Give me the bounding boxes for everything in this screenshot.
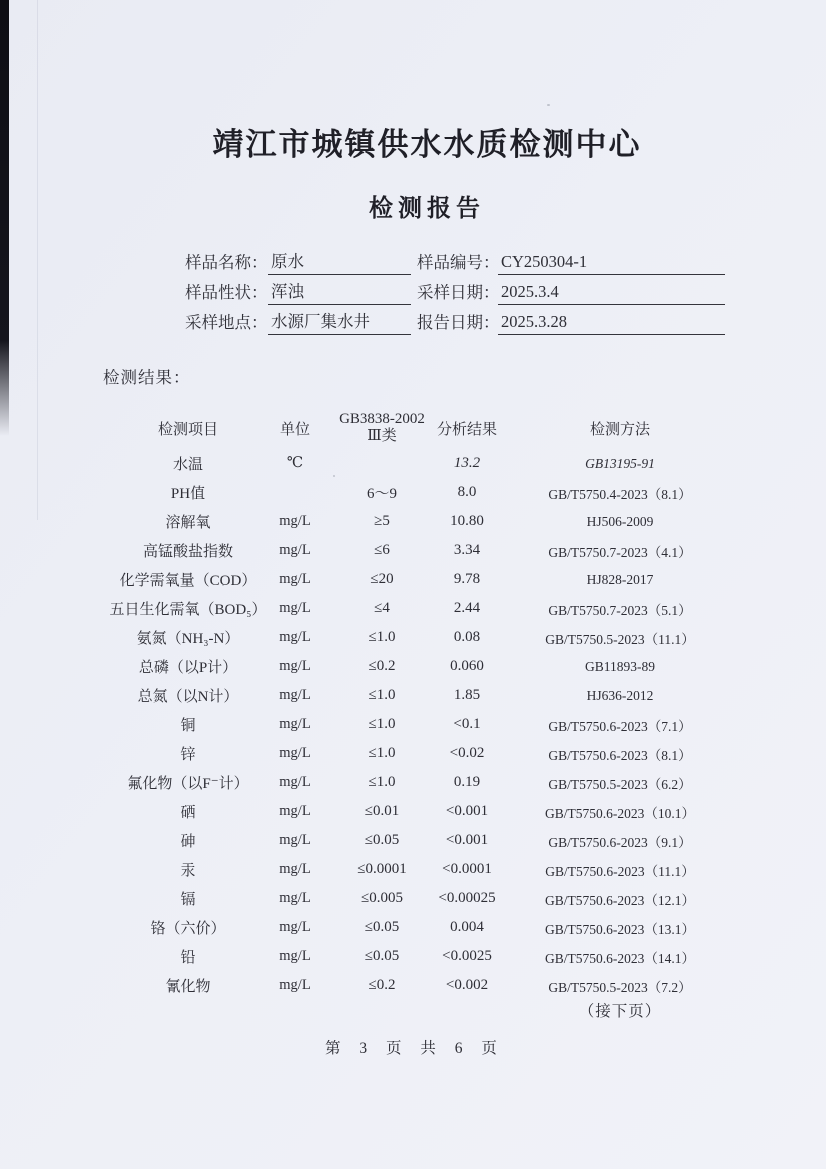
table-row	[130, 710, 726, 739]
cell-method: GB13195-91	[585, 455, 655, 471]
cell-limit: ≤1.0	[368, 716, 396, 732]
cell-limit	[344, 449, 420, 478]
cell-result: 0.19	[453, 774, 481, 790]
cell-unit: mg/L	[279, 890, 311, 906]
table-row	[130, 623, 726, 652]
cell-item: 总磷（以P计）	[138, 660, 238, 676]
cell-unit: mg/L	[279, 716, 311, 732]
header-method: 检测方法	[589, 421, 650, 438]
cell-result: <0.0001	[442, 861, 492, 877]
cell-method: GB/T5750.5-2023（7.2）	[548, 979, 692, 995]
cell-unit: mg/L	[279, 919, 311, 935]
cell-result: <0.0025	[442, 948, 492, 964]
page-footer: 第 3 页 共 6 页	[325, 1040, 501, 1057]
cell-item: 五日生化需氧（BOD₅）	[109, 602, 267, 618]
cell-method: GB/T5750.6-2023（10.1）	[545, 805, 695, 821]
cell-result: 13.2	[453, 455, 481, 471]
cell-item: 氟化物（以F⁻计）	[127, 776, 249, 792]
cell-method: GB/T5750.6-2023（14.1）	[545, 950, 695, 966]
sample-info-row	[185, 305, 725, 335]
cell-limit: ≤1.0	[368, 687, 396, 703]
cell-result: <0.001	[445, 803, 489, 819]
table-row	[130, 913, 726, 942]
cell-item: 锌	[180, 747, 196, 763]
cell-limit: ≤4	[374, 600, 390, 616]
cell-limit: ≤0.2	[368, 977, 396, 993]
header-result: 分析结果	[436, 421, 497, 438]
cell-item: 铬（六价）	[150, 921, 226, 937]
sample-info-row	[185, 275, 725, 305]
table-row	[130, 478, 726, 507]
table-row	[119, 565, 726, 594]
cell-unit: ℃	[286, 455, 304, 471]
cell-limit: ≤0.05	[364, 832, 400, 848]
table-row	[130, 797, 726, 826]
cell-limit: ≤1.0	[368, 774, 396, 790]
cell-result: 9.78	[453, 571, 481, 587]
cell-unit: mg/L	[279, 542, 311, 558]
cell-item: 总氮（以N计）	[137, 689, 239, 705]
cell-item: 溶解氧	[165, 515, 211, 531]
results-section-label: 检测结果：	[103, 368, 191, 387]
cell-item: 砷	[180, 834, 196, 850]
table-row	[127, 768, 726, 797]
sample-name-value: 原水	[268, 248, 411, 275]
sampling-date-value: 2025.3.4	[498, 282, 725, 305]
cell-unit: mg/L	[279, 571, 311, 587]
table-row	[130, 536, 726, 565]
cell-unit: mg/L	[279, 600, 311, 616]
cell-item: PH值	[170, 486, 206, 502]
sampling-site-value: 水源厂集水井	[268, 308, 411, 335]
cell-result: 0.004	[450, 919, 484, 935]
table-row	[130, 681, 726, 710]
cell-limit: ≤1.0	[368, 745, 396, 761]
cell-limit: ≤0.05	[364, 948, 400, 964]
cell-unit: mg/L	[279, 687, 311, 703]
results-table-header	[130, 407, 726, 449]
cell-method: GB/T5750.7-2023（5.1）	[548, 602, 692, 618]
cell-result: 8.0	[457, 484, 477, 500]
sample-character-label: 样品性状：	[185, 283, 268, 302]
cell-limit: ≤0.01	[364, 803, 400, 819]
header-limit	[339, 410, 425, 446]
cell-result: 1.85	[453, 687, 481, 703]
cell-result: <0.02	[449, 745, 485, 761]
cell-method: GB/T5750.5-2023（6.2）	[548, 776, 692, 792]
cell-unit: mg/L	[279, 745, 311, 761]
header-limit-line1: GB3838-2002	[339, 410, 425, 427]
cell-unit: mg/L	[279, 861, 311, 877]
results-table-body	[109, 449, 726, 1000]
table-row	[130, 826, 726, 855]
cell-method: GB/T5750.6-2023（7.1）	[548, 718, 692, 734]
table-row	[130, 507, 726, 536]
cell-method: GB/T5750.6-2023（13.1）	[545, 921, 695, 937]
cell-item: 镉	[180, 892, 196, 908]
cell-method: GB/T5750.6-2023（8.1）	[548, 747, 692, 763]
cell-limit: ≥5	[374, 513, 390, 529]
sample-info-row	[185, 245, 725, 275]
continued-note: （接下页）	[578, 1003, 662, 1020]
table-row	[130, 652, 726, 681]
cell-method: GB/T5750.6-2023（9.1）	[548, 834, 692, 850]
header-unit: 单位	[279, 421, 310, 438]
sample-number-label: 样品编号：	[417, 253, 500, 272]
cell-limit: ≤0.05	[364, 919, 400, 935]
cell-item: 水温	[172, 457, 203, 473]
cell-result: <0.001	[445, 832, 489, 848]
report-title: 检测报告	[369, 194, 485, 222]
cell-limit: ≤20	[370, 571, 394, 587]
sampling-date-label: 采样日期：	[417, 283, 500, 302]
cell-result: 3.34	[453, 542, 481, 558]
cell-unit: mg/L	[279, 977, 311, 993]
cell-result: <0.1	[453, 716, 481, 732]
sample-name-label: 样品名称：	[185, 253, 268, 272]
cell-item: 氨氮（NH₃-N）	[136, 631, 240, 647]
cell-limit: ≤6	[374, 542, 390, 558]
header-limit-line2: Ⅲ类	[367, 428, 397, 444]
cell-item: 氰化物	[165, 979, 211, 995]
cell-unit: mg/L	[279, 513, 311, 529]
cell-method: HJ636-2012	[586, 687, 654, 703]
table-row	[130, 884, 726, 913]
cell-item: 高锰酸盐指数	[142, 544, 233, 560]
cell-result: 10.80	[450, 513, 484, 529]
cell-limit: ≤1.0	[368, 629, 396, 645]
cell-unit: mg/L	[279, 803, 311, 819]
cell-method: GB/T5750.7-2023（4.1）	[548, 544, 692, 560]
table-row	[130, 971, 726, 1000]
sample-info-section	[185, 245, 725, 335]
sampling-site-label: 采样地点：	[185, 313, 268, 332]
report-date-label: 报告日期：	[417, 313, 500, 332]
paper-crease	[37, 0, 38, 520]
cell-item: 铜	[180, 718, 196, 734]
sample-character-value: 浑浊	[268, 278, 411, 305]
cell-unit: mg/L	[279, 832, 311, 848]
table-row	[130, 855, 726, 884]
table-row	[109, 594, 726, 623]
cell-unit: mg/L	[279, 658, 311, 674]
sample-number-value: CY250304-1	[498, 252, 725, 275]
cell-method: GB/T5750.6-2023（12.1）	[545, 892, 695, 908]
table-row	[130, 942, 726, 971]
cell-result: <0.002	[445, 977, 489, 993]
report-date-value: 2025.3.28	[498, 312, 725, 335]
cell-method: GB/T5750.4-2023（8.1）	[548, 486, 692, 502]
cell-item: 铅	[180, 950, 196, 966]
results-table	[109, 407, 726, 1000]
cell-method: HJ506-2009	[586, 513, 654, 529]
cell-item: 化学需氧量（COD）	[119, 573, 257, 589]
cell-item: 汞	[180, 863, 196, 879]
org-title: 靖江市城镇供水水质检测中心	[212, 127, 642, 163]
table-row	[130, 739, 726, 768]
cell-unit: mg/L	[279, 948, 311, 964]
cell-unit: mg/L	[279, 774, 311, 790]
cell-limit: ≤0.2	[368, 658, 396, 674]
cell-result: 0.060	[450, 658, 484, 674]
cell-result: 2.44	[453, 600, 481, 616]
cell-limit: ≤0.005	[361, 890, 403, 906]
cell-item: 硒	[180, 805, 196, 821]
cell-limit: 6～9	[366, 486, 397, 502]
cell-method: GB/T5750.6-2023（11.1）	[545, 863, 695, 879]
cell-limit: ≤0.0001	[357, 861, 407, 877]
scan-speck	[547, 104, 550, 106]
header-item: 检测项目	[157, 421, 218, 438]
cell-unit: mg/L	[279, 629, 311, 645]
cell-result: 0.08	[453, 629, 481, 645]
table-row	[130, 449, 726, 478]
scan-edge-shadow	[0, 0, 9, 436]
cell-method: GB11893-89	[585, 658, 655, 674]
cell-unit	[246, 478, 344, 507]
cell-method: GB/T5750.5-2023（11.1）	[545, 631, 695, 647]
cell-method: HJ828-2017	[586, 571, 654, 587]
cell-result: <0.00025	[438, 890, 496, 906]
